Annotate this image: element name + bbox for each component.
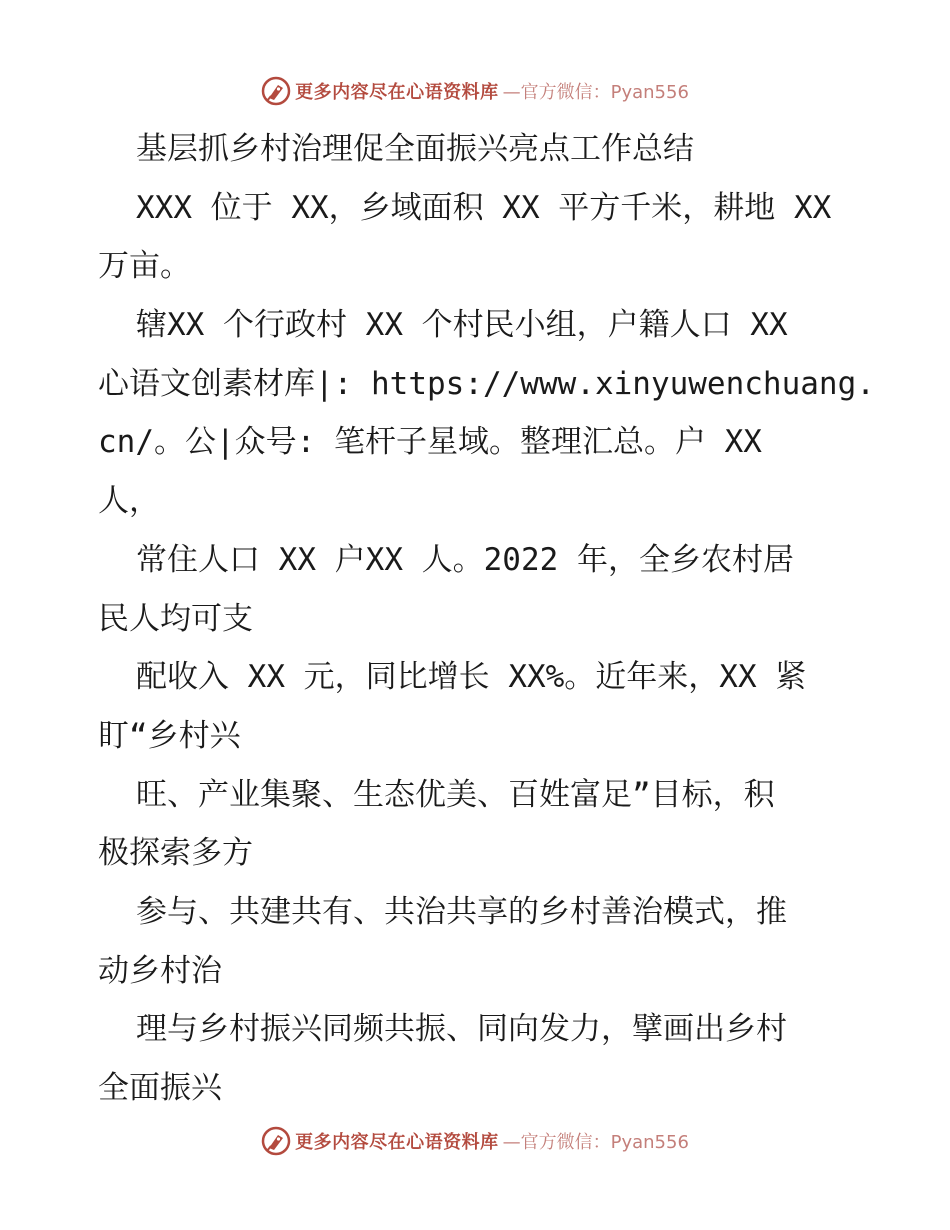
text-line: 人， (98, 483, 160, 520)
text-line: 旺、产业集聚、生态优美、百姓富足”目标，积 (136, 776, 775, 813)
text-line: 万亩。 (98, 248, 191, 285)
document-body (98, 120, 875, 1118)
text-line: 民人均可支 (98, 600, 253, 637)
text-line: 动乡村治 (98, 952, 222, 989)
text-line: 配收入 XX 元，同比增长 XX%。近年来，XX 紧 (136, 659, 807, 696)
text-line: cn/。公|众号: 笔杆子星域。整理汇总。户 XX (98, 424, 762, 461)
header-banner (0, 71, 950, 111)
header-banner-text: 更多内容尽在心语资料库 (295, 82, 499, 103)
text-line: 盯“乡村兴 (98, 717, 241, 754)
text-line: XXX 位于 XX，乡域面积 XX 平方千米，耕地 XX (136, 189, 832, 226)
pen-nib-logo-icon (261, 76, 291, 106)
footer-banner (0, 1121, 950, 1161)
text-line: 极探索多方 (98, 835, 253, 872)
text-line: 全面振兴 (98, 1070, 222, 1106)
text-line: 心语文创素材库|: https://www.xinyuwenchuang. (98, 365, 875, 402)
header-banner-suffix: —官方微信：Pyan556 (502, 82, 689, 103)
document-title: 基层抓乡村治理促全面振兴亮点工作总结 (136, 131, 694, 167)
footer-banner-text: 更多内容尽在心语资料库 (295, 1132, 499, 1153)
text-line: 理与乡村振兴同频共振、同向发力，擘画出乡村 (136, 1011, 787, 1048)
pen-nib-logo-icon (261, 1126, 291, 1156)
text-line: 参与、共建共有、共治共享的乡村善治模式，推 (136, 893, 787, 930)
footer-banner-suffix: —官方微信：Pyan556 (502, 1132, 689, 1153)
text-line: 辖XX 个行政村 XX 个村民小组，户籍人口 XX (136, 307, 788, 344)
text-line: 常住人口 XX 户XX 人。2022 年，全乡农村居 (136, 541, 794, 578)
